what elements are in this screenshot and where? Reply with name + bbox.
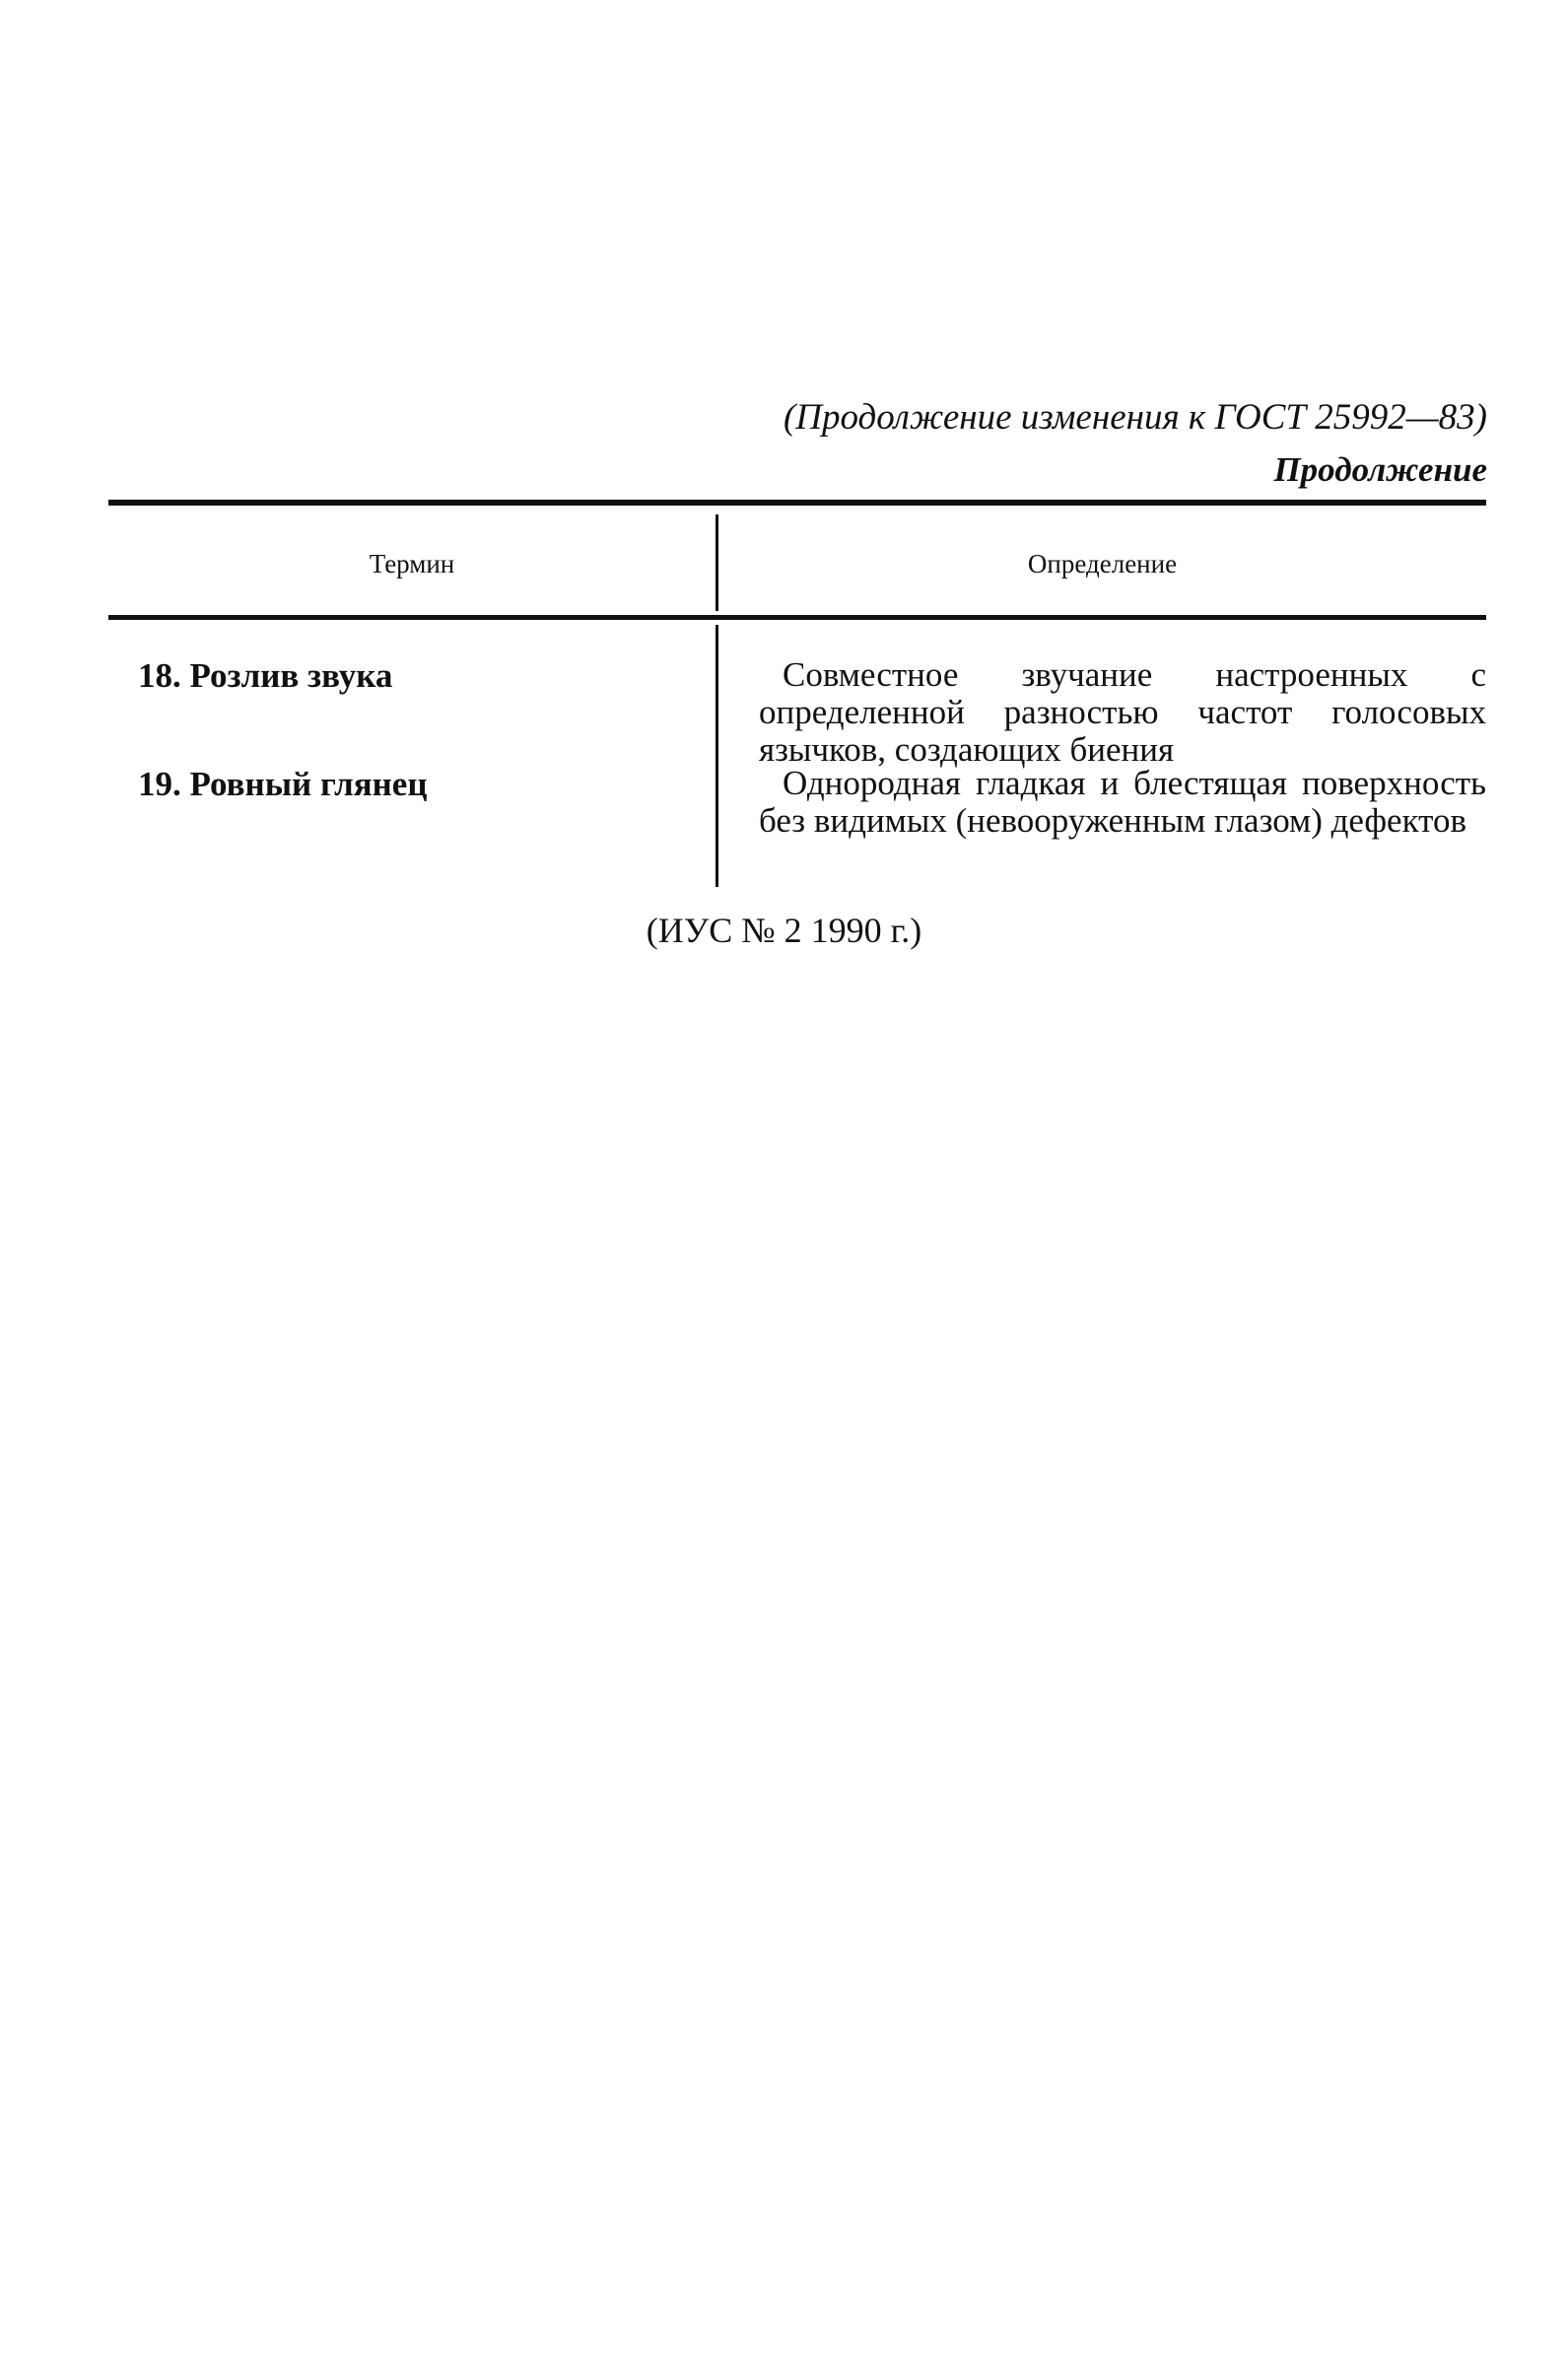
continuation-label: Продолжение [1273, 450, 1487, 489]
column-divider-body [716, 625, 718, 887]
column-header-definition: Определение [1027, 549, 1178, 578]
definition-cell: Совместное звучание настроенных с определенной разностью частот голосовых язычков, создающих биения [759, 655, 1486, 769]
column-header-term: Термин [369, 549, 455, 578]
page-header: (Продолжение изменения к ГОСТ 25992—83) [783, 397, 1487, 438]
term-cell: 19. Ровный глянец [138, 765, 428, 803]
table-header-rule [108, 615, 1486, 620]
term-cell: 18. Розлив звука [138, 656, 393, 695]
table-top-rule [108, 500, 1486, 506]
footer-note: (ИУС № 2 1990 г.) [646, 911, 922, 950]
definition-cell: Однородная гладкая и блестящая поверхность без видимых (невооруженным глазом) дефектов [759, 764, 1486, 840]
